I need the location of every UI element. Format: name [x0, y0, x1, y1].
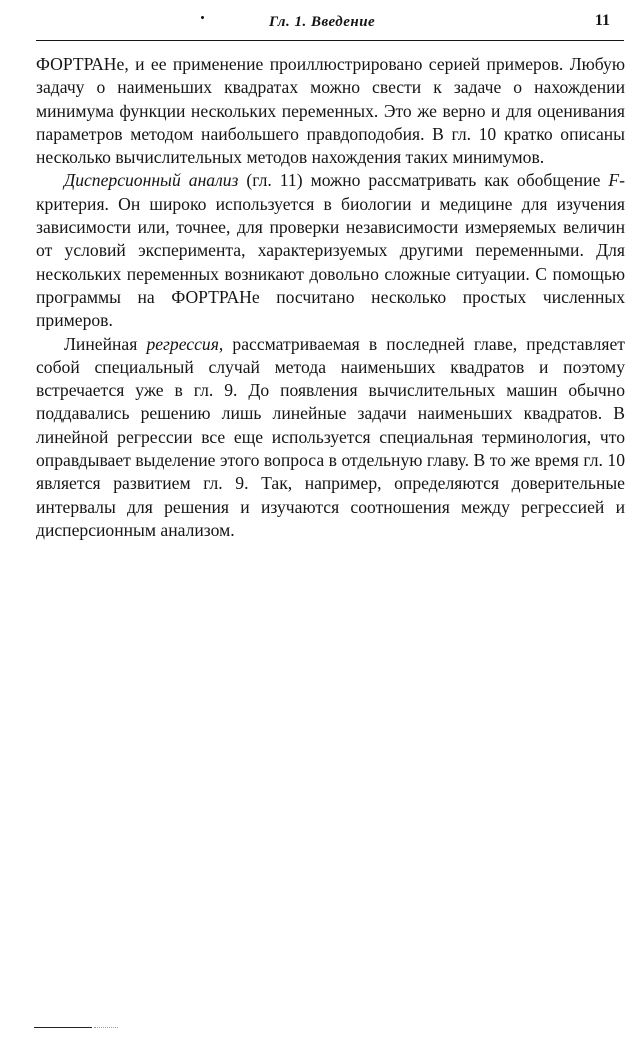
paragraph-text: -критерия. Он широко используется в биологии и медицине для изучения зависимости или, точнее, для проверки независимости измеряемых величин от условий эксперимента, характеризуемых другими переменными. Для нескольких переменных возникают довольно сложные ситуации. С помощью программы на ФОРТРАНе посчитано несколько простых численных примеров. — [36, 170, 625, 331]
paragraph-text: , рассматриваемая в последней главе, представляет собой специальный случай метода наименьших квадратов и поэтому встречается уже в гл. 9. До появления вычислительных машин обычно поддавались решению лишь линейные задачи наименьших квадратов. В линейной регрессии все еще используется специальная терминология, что оправдывает выделение этого вопроса в отдельную главу. В то же время гл. 10 является развитием гл. 9. Так, например, определяются доверительные интервалы для решения и изучаются соотношения между регрессией и дисперсионным анализом. — [36, 333, 625, 540]
paragraph-analysis-of-variance — [36, 169, 625, 332]
chapter-running-title: Гл. 1. Введение — [269, 14, 376, 30]
paragraph-text: (гл. 11) можно рассматривать как обобщение — [238, 170, 609, 191]
term-regression: регрессия — [146, 333, 219, 354]
header-rule — [36, 40, 624, 41]
term-analysis-of-variance: Дисперсионный анализ — [64, 170, 239, 191]
paragraph-text: ФОРТРАНе, и ее применение проиллюстрировано серией примеров. Любую задачу о наименьших квадратах можно свести к задаче о нахождении минимума функции нескольких переменных. Это же верно и для оценивания параметров методом наибольшего правдоподобия. В гл. 10 кратко описаны несколько вычислительных методов нахождения таких минимумов. — [36, 54, 625, 168]
paragraph-text: Линейная — [64, 333, 147, 354]
page-number: 11 — [594, 12, 610, 29]
footer-rule-fade — [94, 1027, 118, 1028]
paragraph-linear-regression — [36, 333, 625, 543]
term-f-criterion: F — [608, 170, 620, 191]
paragraph-fortran-minimization — [36, 53, 625, 169]
running-head — [36, 8, 624, 38]
footer-rule — [34, 1027, 92, 1028]
body-text — [36, 53, 625, 542]
stray-dot-mark — [201, 16, 204, 19]
